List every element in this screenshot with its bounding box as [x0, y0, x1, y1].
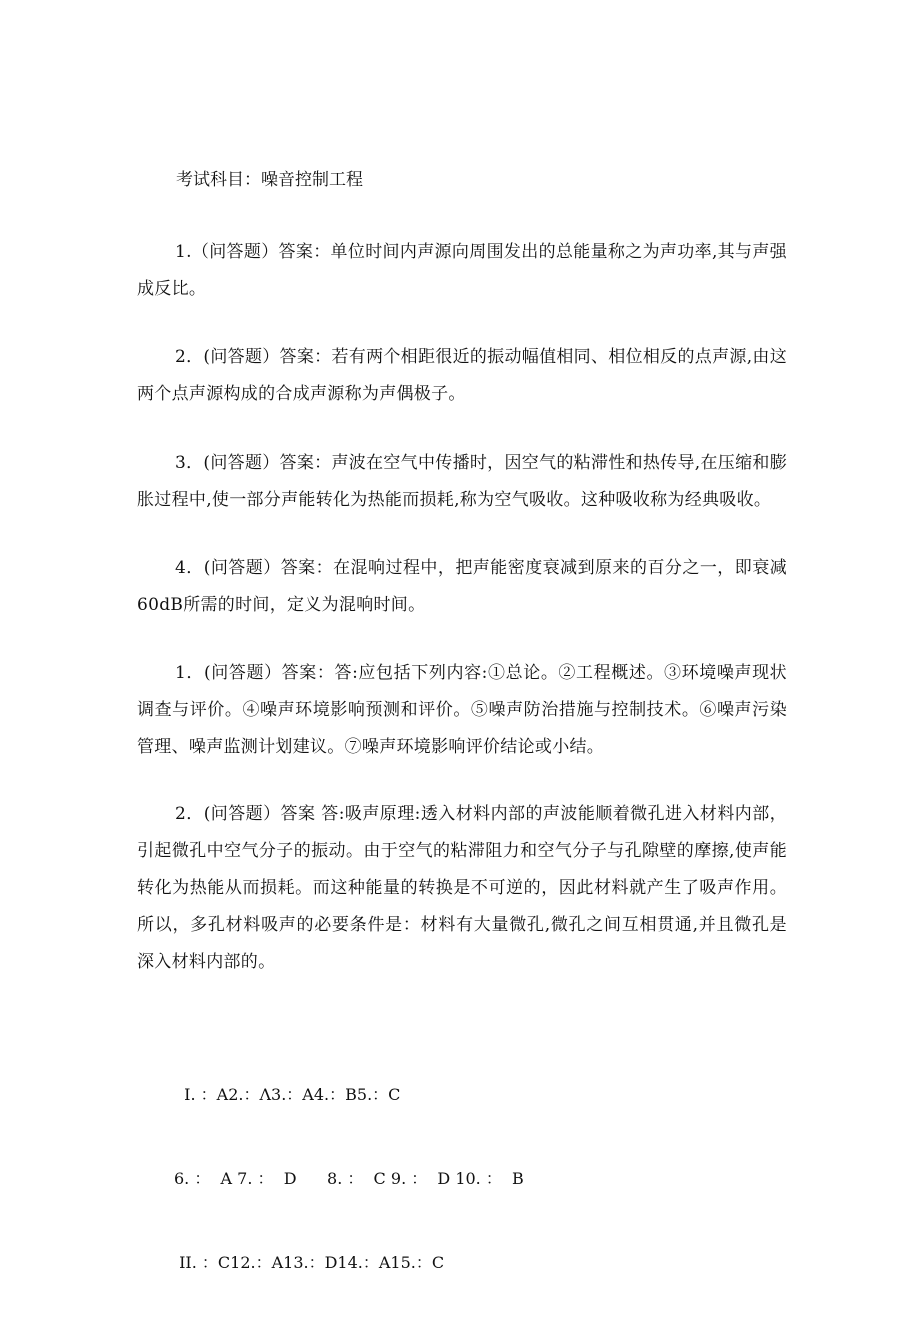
answer-paragraph-4: 4．(问答题）答案：在混响过程中，把声能密度衰减到原来的百分之一，即衰减60dB所需的时间，定义为混响时间。 — [137, 558, 787, 615]
answer-paragraph-2: 2．(问答题）答案：若有两个相距很近的振动幅值相同、相位相反的点声源,由这两个点声源构成的合成声源称为声偶极子。 — [137, 347, 787, 404]
answer-key-line-2: 6. ： A 7. ： D 8. ： C 9. ： D 10. ： B — [174, 1169, 524, 1188]
multiple-choice-answer-key — [174, 1025, 524, 1333]
answer-key-line-3: II. ：C12.：A13.：D14.：A15.：C — [174, 1253, 445, 1272]
answer-paragraph-1: 1.（问答题）答案：单位时间内声源向周围发出的总能量称之为声功率,其与声强成反比。 — [137, 242, 787, 299]
exam-subject-title: 考试科目：噪音控制工程 — [176, 170, 363, 190]
answer-paragraph-6: 2．(问答题）答案 答:吸声原理:透入材料内部的声波能顺着微孔进入材料内部，引起微孔中空气分子的振动。由于空气的粘滞阻力和空气分子与孔隙壁的摩擦,使声能转化为热能从而损耗。而这种能量的转换是不可逆的，因此材料就产生了吸声作用。所以，多孔材料吸声的必要条件是：材料有大量微孔,微孔之间互相贯通,并且微孔是深入材料内部的。 — [137, 804, 787, 972]
answer-paragraph-5: 1．(问答题）答案：答:应包括下列内容:①总论。②工程概述。③环境噪声现状调查与评价。④噪声环境影响预测和评价。⑤噪声防治措施与控制技术。⑥噪声污染管理、噪声监测计划建议。⑦噪声环境影响评价结论或小结。 — [137, 663, 787, 757]
answer-paragraph-3: 3．(问答题）答案：声波在空气中传播时，因空气的粘滞性和热传导,在压缩和膨胀过程中,使一部分声能转化为热能而损耗,称为空气吸收。这种吸收称为经典吸收。 — [137, 453, 787, 510]
answer-key-line-1: I. ：A2.：Λ3.：A4.：B5.：C — [174, 1085, 401, 1104]
